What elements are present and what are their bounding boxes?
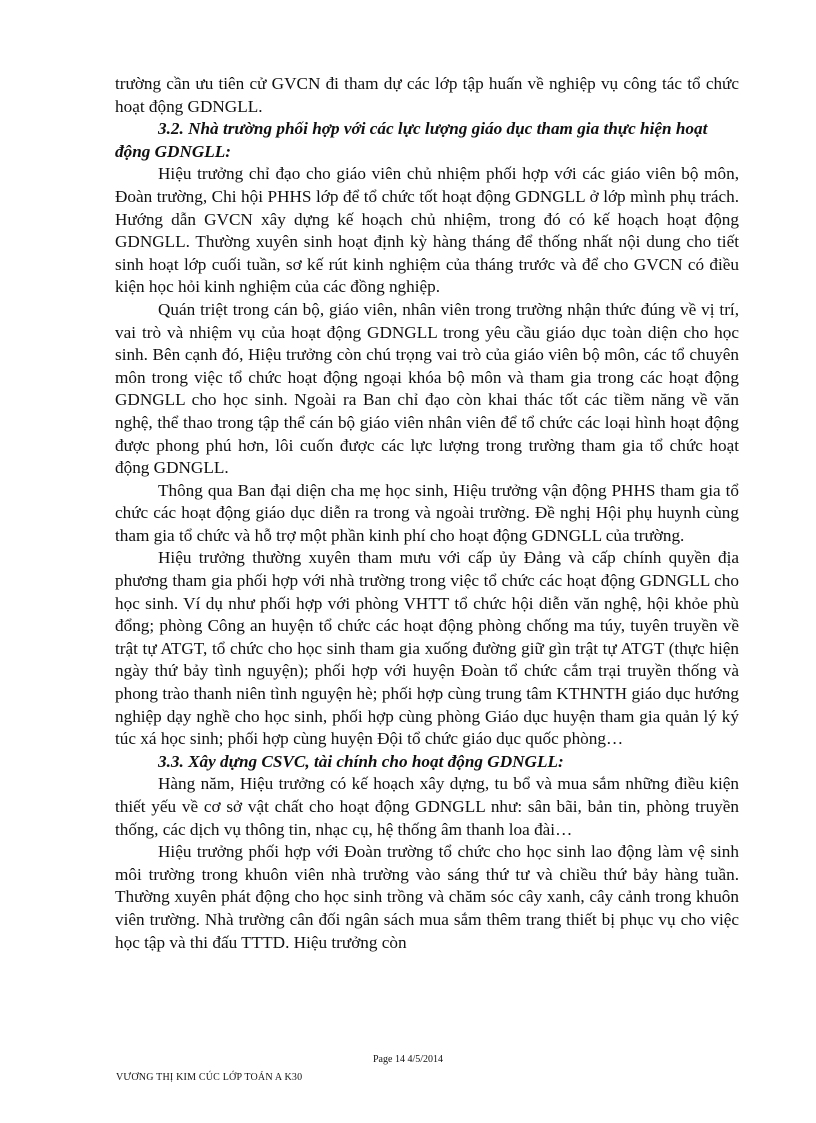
section-heading-3-2: 3.2. Nhà trường phối hợp với các lực lượng giáo dục tham gia thực hiện hoạt động GDNGLL: xyxy=(115,119,708,161)
paragraph: Quán triệt trong cán bộ, giáo viên, nhân viên trong trường nhận thức đúng về vị trí, vai trò và nhiệm vụ của hoạt động GDNGLL trong yêu cầu giáo dục toàn diện cho học sinh. Bên cạnh đó, Hiệu trưởng còn chú trọng vai trò của giáo viên bộ môn, các tổ chuyên môn trong việc tổ chức hoạt động ngoại khóa bộ môn và tham gia trong các hoạt động GDNGLL cho học sinh. Ngoài ra Ban chỉ đạo còn khai thác tốt các tiềm năng về văn nghệ, thể thao trong tập thể cán bộ giáo viên nhân viên để tổ chức các loại hình hoạt động được phong phú hơn, lôi cuốn được các lực lượng trong trường tham gia tổ chức hoạt động GDNGLL. xyxy=(115,299,739,478)
section-heading-3-3: 3.3. Xây dựng CSVC, tài chính cho hoạt động GDNGLL: xyxy=(158,751,564,771)
paragraph: Thông qua Ban đại diện cha mẹ học sinh, Hiệu trưởng vận động PHHS tham gia tổ chức các hoạt động giáo dục diễn ra trong và ngoài trường. Đề nghị Hội phụ huynh cùng tham gia tổ chức và hỗ trợ một phần kinh phí cho hoạt động GDNGLL của trường. xyxy=(115,480,739,545)
paragraph-continuation: trường cần ưu tiên cử GVCN đi tham dự các lớp tập huấn về nghiệp vụ công tác tổ chức hoạt động GDNGLL. xyxy=(115,74,739,116)
document-body xyxy=(115,73,739,954)
paragraph: Hàng năm, Hiệu trưởng có kế hoạch xây dựng, tu bổ và mua sắm những điều kiện thiết yếu về cơ sở vật chất cho hoạt động GDNGLL như: sân bãi, bản tin, phòng truyền thống, các dịch vụ thông tin, nhạc cụ, hệ thống âm thanh loa đài… xyxy=(115,774,739,839)
paragraph: Hiệu trưởng thường xuyên tham mưu với cấp ủy Đảng và cấp chính quyền địa phương tham gia phối hợp với nhà trường trong việc tổ chức các hoạt động GDNGLL cho học sinh. Ví dụ như phối hợp với phòng VHTT tổ chức hội diễn văn nghệ, hội khỏe phù đổng; phòng Công an huyện tổ chức các hoạt động phòng chống ma túy, tuyên truyền về trật tự ATGT, tổ chức cho học sinh tham gia xuống đường giữ gìn trật tự ATGT (thực hiện ngày thứ bảy tình nguyện); phối hợp với huyện Đoàn tổ chức cắm trại truyền thống và phong trào thanh niên tình nguyện hè; phối hợp cùng trung tâm KTHNTH giáo dục hướng nghiệp dạy nghề cho học sinh, phối hợp cùng phòng Giáo dục huyện tham gia quản lý ký túc xá học sinh; phối hợp cùng huyện Đội tổ chức giáo dục quốc phòng… xyxy=(115,548,739,749)
paragraph: Hiệu trưởng chỉ đạo cho giáo viên chủ nhiệm phối hợp với các giáo viên bộ môn, Đoàn trường, Chi hội PHHS lớp để tổ chức tốt hoạt động GDNGLL ở lớp mình phụ trách. Hướng dẫn GVCN xây dựng kế hoạch chủ nhiệm, trong đó có kế hoạch hoạt động GDNGLL. Thường xuyên sinh hoạt định kỳ hàng tháng để thống nhất nội dung cho tiết sinh hoạt lớp cuối tuần, sơ kế rút kinh nghiệm của tháng trước và để cho GVCN có điều kiện học hỏi kinh nghiệm của các đồng nghiệp. xyxy=(115,164,739,297)
page-number-footer: Page 14 4/5/2014 xyxy=(373,1054,443,1065)
author-footer: VƯƠNG THỊ KIM CÚC LỚP TOÁN A K30 xyxy=(116,1072,303,1083)
paragraph: Hiệu trưởng phối hợp với Đoàn trường tổ chức cho học sinh lao động làm vệ sinh môi trường trong khuôn viên nhà trường vào sáng thứ tư và chiều thứ bảy hàng tuần. Thường xuyên phát động cho học sinh trồng và chăm sóc cây xanh, cây cảnh trong khuôn viên trường. Nhà trường cân đối ngân sách mua sắm thêm trang thiết bị phục vụ cho việc học tập và thi đấu TTTD. Hiệu trưởng còn xyxy=(115,842,739,952)
